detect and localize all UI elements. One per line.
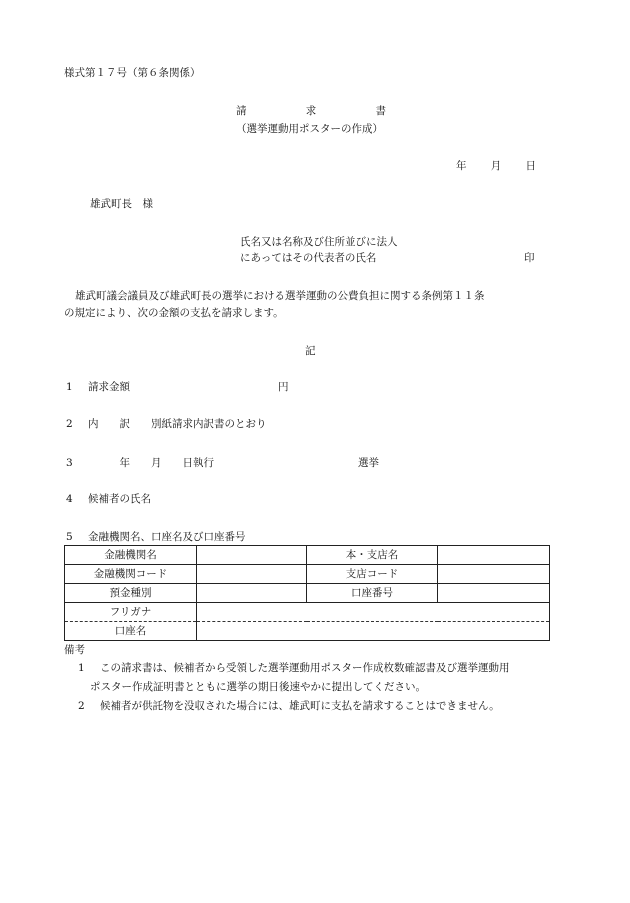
- furigana-label: フリガナ: [65, 603, 197, 622]
- bank-code-label: 金融機関コード: [65, 565, 197, 584]
- note-2: [78, 699, 500, 713]
- item-claim-amount: [66, 380, 130, 394]
- document-title: [236, 104, 386, 118]
- item-number: 1: [66, 381, 73, 393]
- item-candidate-name: [66, 492, 151, 506]
- item-label: 請求金額: [88, 381, 130, 393]
- table-row: [65, 603, 550, 622]
- item-label: 金融機関名、口座名及び口座番号: [88, 531, 246, 543]
- note-text: この請求書は、候補者から受領した選挙運動用ポスター作成枚数確認書及び選挙運動用: [100, 662, 510, 674]
- bank-account-table: [64, 545, 550, 641]
- item-number: 4: [66, 493, 73, 505]
- branch-code-label: 支店コード: [307, 565, 438, 584]
- note-number: 1: [78, 662, 85, 674]
- bank-code-field[interactable]: [197, 565, 307, 584]
- bank-name-field[interactable]: [197, 546, 307, 565]
- title-char: 求: [305, 105, 317, 117]
- election-suffix: 選挙: [358, 457, 379, 469]
- account-number-label: 口座番号: [307, 584, 438, 603]
- item-label: 年 月 日執行: [88, 457, 214, 469]
- item-number: 5: [66, 531, 73, 543]
- item-label: 内 訳 別紙請求内訳書のとおり: [88, 418, 267, 430]
- table-row: [65, 622, 550, 641]
- ki-heading: 記: [305, 345, 316, 357]
- account-name-field[interactable]: [197, 622, 550, 641]
- addressee: 雄武町長 様: [90, 198, 153, 210]
- sender-label-line1: 氏名又は名称及び住所並びに法人: [240, 236, 398, 248]
- deposit-type-label: 預金種別: [65, 584, 197, 603]
- title-char: 書: [375, 105, 386, 117]
- table-row: [65, 584, 550, 603]
- sender-label-line2: にあってはその代表者の氏名: [240, 252, 377, 264]
- note-1-line1: [78, 661, 510, 675]
- table-row: [65, 565, 550, 584]
- item-number: 2: [66, 418, 73, 430]
- item-number: 3: [66, 457, 73, 469]
- branch-name-label: 本・支店名: [307, 546, 438, 565]
- item-label: 候補者の氏名: [88, 493, 151, 505]
- note-text: 候補者が供託物を没収された場合には、雄武町に支払を請求することはできません。: [100, 700, 500, 712]
- date-month: 月: [490, 160, 502, 172]
- item-breakdown: [66, 417, 267, 431]
- date-line: [456, 159, 536, 173]
- table-row: [65, 546, 550, 565]
- account-name-label: 口座名: [65, 622, 197, 641]
- seal-mark: 印: [524, 252, 535, 264]
- date-year: 年: [456, 160, 467, 172]
- claim-amount-unit: 円: [278, 381, 289, 393]
- body-text-line2: の規定により、次の金額の支払を請求します。: [64, 307, 284, 319]
- branch-name-field[interactable]: [438, 546, 550, 565]
- notes-heading: 備考: [64, 644, 85, 656]
- branch-code-field[interactable]: [438, 565, 550, 584]
- body-text-line1: 雄武町議会議員及び雄武町長の選挙における選挙運動の公費負担に関する条例第１１条: [75, 290, 485, 302]
- form-number: 様式第１７号（第６条関係）: [64, 67, 201, 79]
- note-number: 2: [78, 700, 85, 712]
- deposit-type-field[interactable]: [197, 584, 307, 603]
- bank-name-label: 金融機関名: [65, 546, 197, 565]
- item-election-date: [66, 456, 214, 470]
- note-1-line2: ポスター作成証明書とともに選挙の期日後速やかに提出してください。: [90, 681, 426, 693]
- title-char: 請: [236, 105, 247, 117]
- item-bank-info: [66, 530, 246, 544]
- date-day: 日: [525, 160, 536, 172]
- furigana-field[interactable]: [197, 603, 550, 622]
- account-number-field[interactable]: [438, 584, 550, 603]
- document-subtitle: （選挙運動用ポスターの作成）: [236, 123, 383, 135]
